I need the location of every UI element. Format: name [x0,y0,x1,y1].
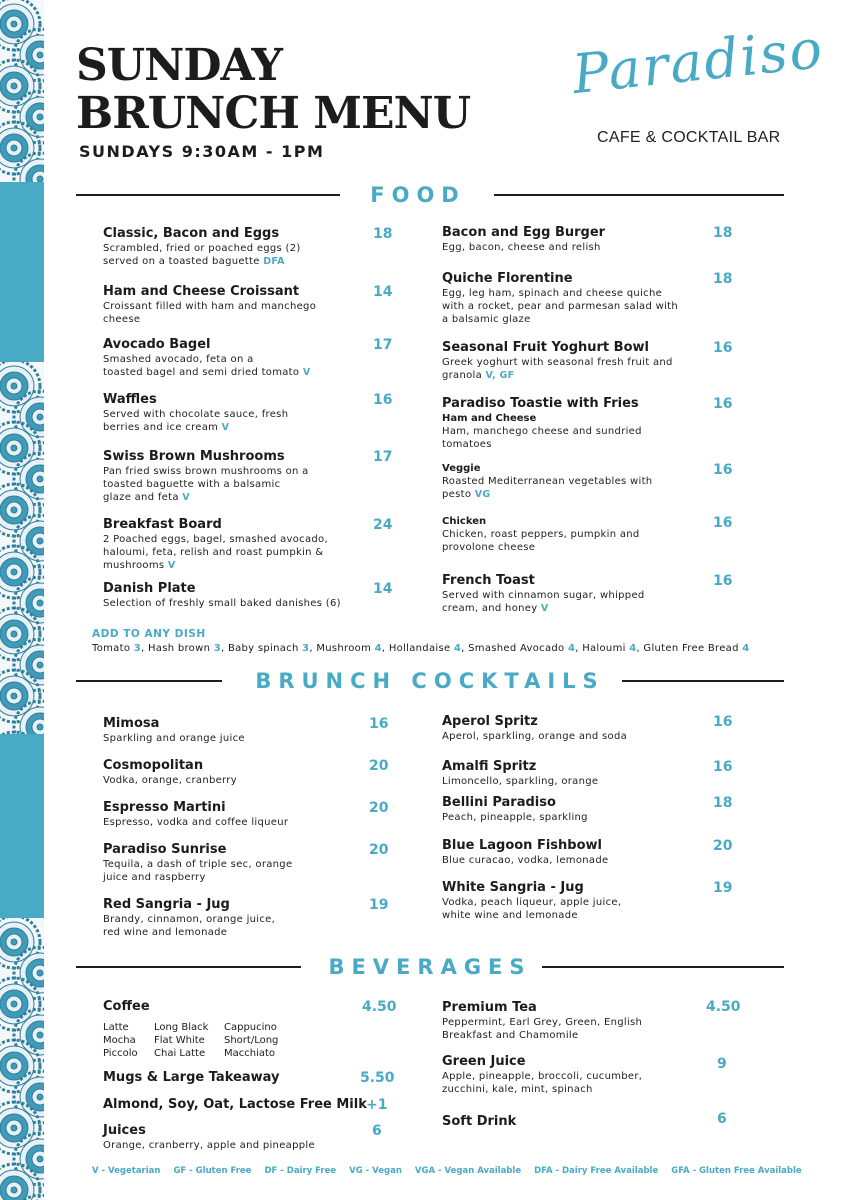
item-description [103,408,288,434]
item-price: 16 [713,573,733,589]
menu-item [103,284,316,326]
item-description [442,287,678,326]
menu-item [442,462,652,501]
item-name: Juices [103,1123,146,1138]
item-name: Blue Lagoon Fishbowl [442,838,602,853]
item-description-text: Sparkling and orange juice [103,733,245,744]
item-price: 20 [369,842,389,858]
item-price: 24 [373,517,393,533]
item-description [103,533,328,572]
item-name: Soft Drink [442,1114,517,1129]
addon-price: 3 [133,643,141,654]
item-description-text: Selection of freshly small baked danishes (6) [103,598,341,609]
item-description [103,465,309,504]
legend-item: VGA - Vegan Available [414,1166,522,1176]
item-price: 16 [369,716,389,732]
item-name: Ham and Cheese Croissant [103,284,300,299]
dietary-legend [92,1166,802,1176]
item-description-text: Served with chocolate sauce, fresh berries and ice cream [103,409,289,433]
item-description [103,816,288,829]
item-description-text: Egg, bacon, cheese and relish [442,242,601,253]
item-price: 6 [717,1111,727,1127]
menu-item-mugs [103,1070,279,1086]
item-description: Orange, cranberry, apple and pineapple [103,1140,315,1151]
item-name: Avocado Bagel [103,337,211,352]
item-description [103,858,292,884]
addon-item: Mushroom 4, [316,643,389,654]
item-name: Swiss Brown Mushrooms [103,449,285,464]
item-name: Paradiso Sunrise [103,842,227,857]
item-name: Mimosa [103,716,160,731]
menu-item-milk [103,1097,367,1113]
coffee-option: Cappucino [224,1022,277,1033]
item-price: 4.50 [362,999,397,1015]
item-price: 6 [372,1123,382,1139]
dietary-tag: V [221,422,230,433]
item-price: 18 [713,271,733,287]
item-price: 20 [369,758,389,774]
item-description: Peppermint, Earl Grey, Green, English Breakfast and Chamomile [442,1017,643,1041]
item-price: 9 [717,1056,727,1072]
item-name: Espresso Martini [103,800,226,815]
item-name: Bellini Paradiso [442,795,556,810]
item-price: 4.50 [706,999,741,1015]
legend-item: VG - Vegan [349,1166,402,1176]
coffee-options [103,1021,343,1060]
item-name: Coffee [103,999,150,1014]
item-price: 18 [373,226,393,242]
item-name: Bacon and Egg Burger [442,225,606,240]
item-description [442,811,588,824]
coffee-option: Mocha [103,1035,136,1046]
item-price: 20 [369,800,389,816]
item-price: 18 [713,795,733,811]
menu-item [103,449,309,504]
coffee-option: Short/Long [224,1035,279,1046]
item-name: Green Juice [442,1054,526,1069]
item-description-text: Peach, pineapple, sparkling [442,812,588,823]
item-name: Chicken [442,516,487,527]
item-description-text: Ham, manchego cheese and sundried tomatoes [442,426,642,450]
item-price: 16 [713,714,733,730]
addon-price: 3 [213,643,221,654]
item-price: 19 [369,897,389,913]
item-description-text: Blue curacao, vodka, lemonade [442,855,609,866]
addon-name: Hash brown [147,643,211,654]
addon-price: 4 [742,643,750,654]
addon-name: Mushroom [316,643,372,654]
addon-item: Hollandaise 4, [388,643,469,654]
menu-title-line2: BRUNCH MENU [76,88,471,139]
menu-item [103,897,275,939]
addon-name: Haloumi [582,643,626,654]
paisley-pattern-top [0,0,44,182]
coffee-option: Flat White [154,1035,205,1046]
item-description [103,300,316,326]
addon-name: Hollandaise [388,643,451,654]
section-title: BEVERAGES [328,955,532,979]
legend-item: DFA - Dairy Free Available [534,1166,659,1176]
item-description-text: Brandy, cinnamon, orange juice, red wine and lemonade [103,914,276,938]
item-price: 16 [713,515,733,531]
dietary-tag: DFA [263,256,285,267]
item-price: 16 [713,759,733,775]
opening-hours: SUNDAYS 9:30AM - 1PM [79,142,325,161]
menu-item [442,515,640,554]
coffee-option: Latte [103,1022,129,1033]
item-price: 19 [713,880,733,896]
item-description-text: Limoncello, sparkling, orange [442,776,599,787]
item-name: Quiche Florentine [442,271,573,286]
addon-price: 3 [302,643,310,654]
menu-item [442,225,605,254]
menu-item [103,337,310,379]
logo-subtitle: CAFE & COCKTAIL BAR [597,129,781,146]
dietary-tag: VG [474,489,491,500]
dietary-tag: V [302,367,311,378]
item-description-text: Aperol, sparkling, orange and soda [442,731,628,742]
menu-item [442,340,673,382]
item-name: Paradiso Toastie with Fries [442,396,639,411]
section-title: FOOD [370,183,466,207]
item-description-text: Croissant filled with ham and manchego cheese [103,301,317,325]
dietary-tag: V, GF [485,370,515,381]
item-name: Seasonal Fruit Yoghurt Bowl [442,340,649,355]
addon-name: Gluten Free Bread [643,643,739,654]
addon-item: Tomato 3, [92,643,148,654]
item-name: Veggie [442,463,481,474]
legend-item: V - Vegetarian [92,1166,161,1176]
addon-item: Smashed Avocado 4, [468,643,583,654]
item-description [442,854,608,867]
menu-item [103,226,301,268]
paradiso-logo [560,16,827,150]
item-price: 17 [373,449,393,465]
item-description [442,589,645,615]
item-description [442,475,652,501]
addon-price: 4 [453,643,462,654]
item-description-text: Vodka, orange, cranberry [103,775,237,786]
item-description-text: Roasted Mediterranean vegetables with pesto [442,476,653,500]
item-description [103,732,245,745]
item-description-text: Egg, leg ham, spinach and cheese quiche with a rocket, pear and parmesan salad with a balsamic glaze [442,288,679,325]
addons-list [92,643,750,654]
menu-item-coffee [103,999,343,1060]
item-price: 18 [713,225,733,241]
dietary-tag: V [167,560,176,571]
menu-item [103,842,292,884]
item-name: Aperol Spritz [442,714,538,729]
menu-item [442,271,678,326]
menu-item [103,800,288,829]
item-price: 14 [373,581,393,597]
item-description-text: Scrambled, fried or poached eggs (2) served on a toasted baguette [103,243,301,267]
item-name: Cosmopolitan [103,758,204,773]
item-name: Mugs & Large Takeaway [103,1070,280,1085]
item-description [103,913,275,939]
item-description [442,775,598,788]
item-description-text: Greek yoghurt with seasonal fresh fruit and granola [442,357,673,381]
item-description-text: Chicken, roast peppers, pumpkin and provolone cheese [442,529,640,553]
dietary-tag: V [182,492,190,503]
item-description [103,353,310,379]
addon-price: 4 [374,643,382,654]
menu-item [442,759,598,788]
item-name: Red Sangria - Jug [103,897,230,912]
coffee-option: Chai Latte [154,1048,206,1059]
item-description [103,242,301,268]
section-cocktails-header [76,669,784,693]
menu-item-soft-drink [442,1114,516,1130]
item-price: 20 [713,838,733,854]
menu-title [76,42,470,138]
item-description [442,241,605,254]
coffee-option: Piccolo [103,1048,138,1059]
section-beverages-header [76,955,784,979]
menu-item [103,392,288,434]
item-description-text: Tequila, a dash of triple sec, orange juice and raspberry [103,859,293,883]
item-description [442,425,642,451]
item-price: 14 [373,284,393,300]
menu-item [442,573,645,615]
dietary-tag: V [540,603,549,614]
item-description-text: 2 Poached eggs, bagel, smashed avocado, haloumi, feta, relish and roast pumpkin & mushrooms [103,534,328,571]
menu-item [103,517,328,572]
menu-item [442,838,608,867]
item-name: Breakfast Board [103,517,222,532]
legend-item: GF - Gluten Free [173,1166,252,1176]
menu-item [442,795,588,824]
menu-item-green-juice [442,1054,642,1096]
legend-item: GFA - Gluten Free Available [671,1166,802,1176]
menu-item [442,396,642,451]
item-description [442,528,640,554]
item-name: Premium Tea [442,1000,537,1015]
item-description: Apple, pineapple, broccoli, cucumber, zucchini, kale, mint, spinach [442,1071,643,1095]
logo-script: Paradiso [569,16,827,107]
item-description-text: Pan fried swiss brown mushrooms on a toasted baguette with a balsamic glaze and feta [103,466,309,503]
addon-price: 4 [629,643,637,654]
item-description [103,774,237,787]
legend-item: DF - Dairy Free [264,1166,337,1176]
item-name: French Toast [442,573,535,588]
addon-name: Baby spinach [227,643,299,654]
item-price: 16 [713,340,733,356]
menu-item [103,758,237,787]
item-description [103,597,341,610]
section-food-header [76,183,784,207]
item-name: Waffles [103,392,157,407]
item-subtitle: Ham and Cheese [442,413,537,424]
item-name: Danish Plate [103,581,196,596]
addon-item: Haloumi 4, [582,643,644,654]
addon-price: 4 [567,643,576,654]
menu-item [442,714,627,743]
item-description [442,896,621,922]
item-price: 17 [373,337,393,353]
item-description [442,356,673,382]
item-description-text: Espresso, vodka and coffee liqueur [103,817,289,828]
addons-title: ADD TO ANY DISH [92,628,206,640]
item-name: Amalfi Spritz [442,759,537,774]
paisley-pattern-bottom [0,918,44,1200]
coffee-option: Long Black [154,1022,209,1033]
item-price: 5.50 [360,1070,395,1086]
item-description-text: Vodka, peach liqueur, apple juice, white wine and lemonade [442,897,622,921]
section-title: BRUNCH COCKTAILS [255,669,605,693]
item-price: 16 [713,462,733,478]
addon-item: Hash brown 3, [147,643,228,654]
menu-item [103,581,341,610]
menu-item-premium-tea [442,1000,642,1042]
item-name: Almond, Soy, Oat, Lactose Free Milk [103,1097,367,1112]
coffee-option: Macchiato [224,1048,276,1059]
menu-item [103,716,245,745]
item-name: Classic, Bacon and Eggs [103,226,280,241]
addon-name: Smashed Avocado [468,643,565,654]
paisley-pattern-middle [0,362,44,734]
item-price: +1 [366,1097,388,1113]
item-name: White Sangria - Jug [442,880,584,895]
addon-item [643,643,749,654]
addon-item: Baby spinach 3, [227,643,317,654]
addon-name: Tomato [92,643,131,654]
menu-title-line1: SUNDAY [76,40,282,91]
item-description-text: Served with cinnamon sugar, whipped cream, and honey [442,590,645,614]
item-price: 16 [373,392,393,408]
item-price: 16 [713,396,733,412]
item-description-text: Smashed avocado, feta on a toasted bagel and semi dried tomato [103,354,300,378]
item-description [442,730,627,743]
menu-item [442,880,621,922]
menu-item-juices [103,1123,315,1152]
